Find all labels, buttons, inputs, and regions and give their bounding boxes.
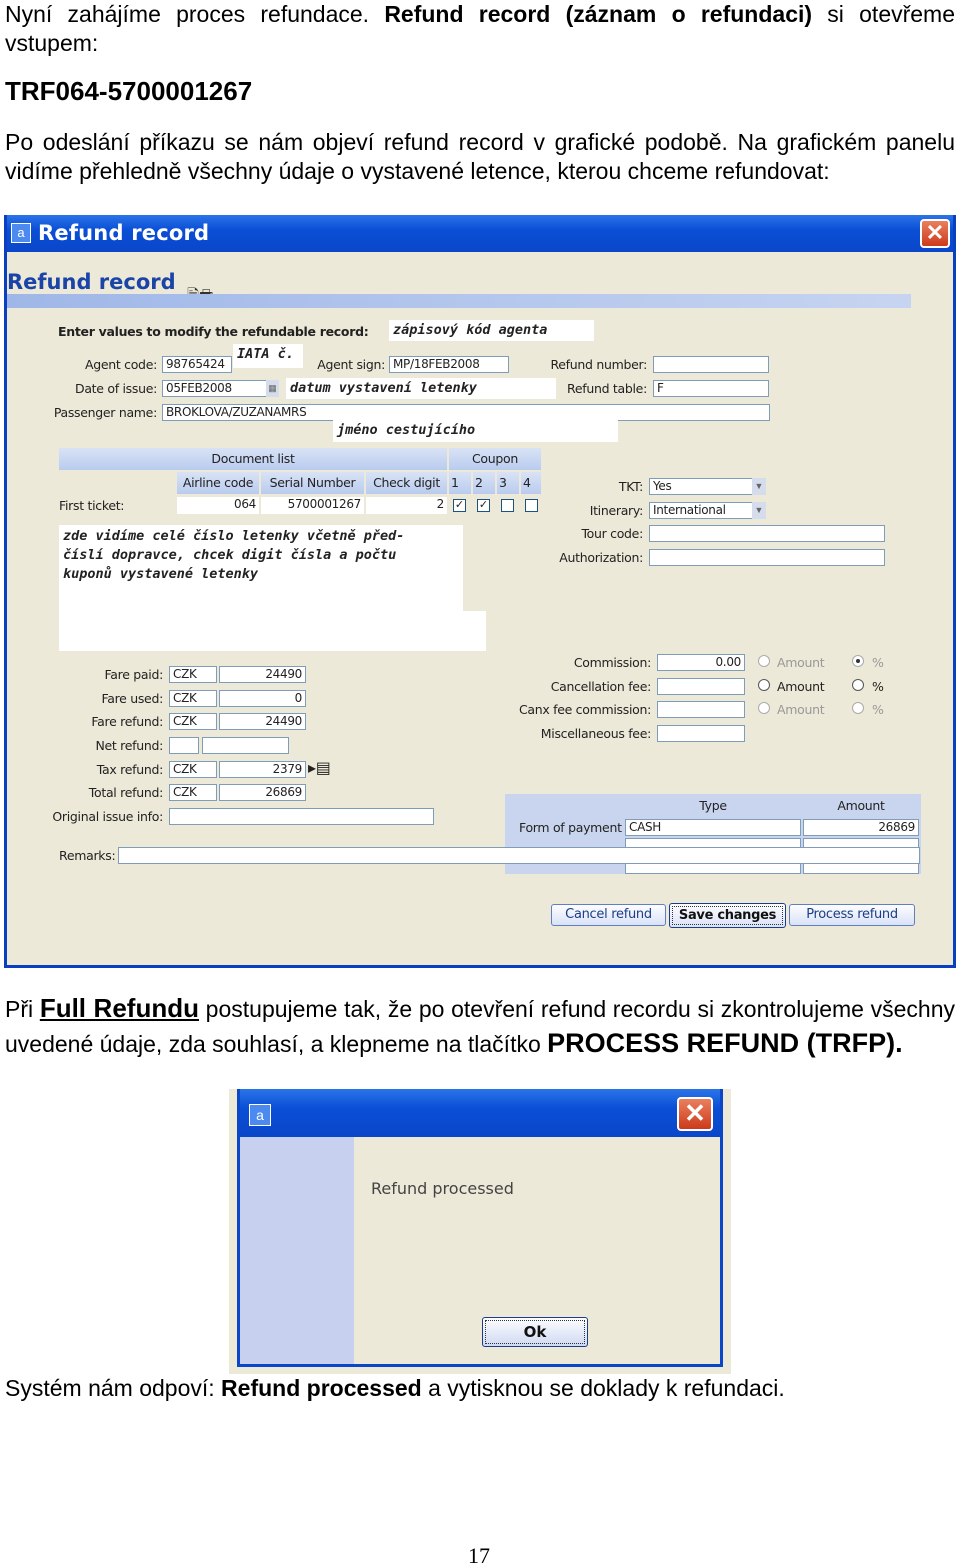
canx-percent-label: % [872,702,884,717]
coupon-header: Coupon [449,448,541,470]
tour-code-field[interactable] [649,525,885,542]
tax-refund-field[interactable]: 2379 [219,761,306,778]
cancellation-percent-radio[interactable] [852,679,864,691]
fare-refund-field[interactable]: 24490 [219,713,306,730]
calendar-icon[interactable]: ▦ [266,380,279,397]
fare-paid-field[interactable]: 24490 [219,666,306,683]
refund-processed-dialog [229,1089,731,1374]
check-digit-header: Check digit [366,472,447,494]
payment-type-cell[interactable]: CASH [625,819,801,836]
form-of-payment-label: Form of payment [519,820,622,835]
commission-field[interactable]: 0.00 [657,654,745,671]
fare-paid-currency[interactable]: CZK [169,666,217,683]
refund-number-field[interactable] [653,356,769,373]
agent-sign-field[interactable]: MP/18FEB2008 [389,356,509,373]
close-icon[interactable]: ✕ [677,1097,713,1131]
chevron-down-icon[interactable]: ▼ [752,478,766,495]
itinerary-label: Itinerary: [589,503,643,518]
coupon-4-header: 4 [521,472,541,494]
cancel-refund-button[interactable]: Cancel refund [551,904,666,926]
check-digit-cell[interactable]: 2 [366,497,447,514]
full-refund-link[interactable]: Full Refundu [39,993,199,1023]
agent-sign-label: Agent sign: [317,357,385,372]
agent-code-field[interactable]: 98765424 [162,356,232,373]
original-issue-field[interactable] [169,808,434,825]
tour-code-label: Tour code: [581,526,643,541]
serial-number-cell[interactable]: 5700001267 [261,497,364,514]
window-title: Refund record [38,221,210,245]
note-date: datum vystavení letenky [286,378,556,399]
dialog-titlebar [240,1089,720,1137]
coupon-3-header: 3 [497,472,519,494]
tax-refund-currency[interactable]: CZK [169,761,217,778]
note-iata: IATA č. [233,344,303,368]
commission-percent-label: % [872,655,884,670]
note-ticket: zde vidíme celé číslo letenky včetně před- číslí dopravce, chcek digit čísla a počtu kuponů vystavené letenky [59,525,463,611]
date-of-issue-field[interactable]: 05FEB2008 [162,380,267,397]
cancellation-amount-label: Amount [777,679,825,694]
page-number: 17 [468,1543,490,1567]
tax-list-icon[interactable]: ▸▤ [308,758,331,777]
note-ticket-tail [59,611,486,651]
cancellation-amount-radio[interactable] [758,679,770,691]
tax-refund-label: Tax refund: [96,762,163,777]
type-header: Type [625,794,801,818]
canx-amount-label: Amount [777,702,825,717]
coupon-2-checkbox[interactable]: ✓ [478,499,489,511]
intro-bold: Refund record (záznam o refundaci) [384,1,813,27]
canx-commission-field[interactable] [657,701,745,718]
net-refund-currency[interactable] [169,737,199,754]
tkt-label: TKT: [618,479,643,494]
note-agent: zápisový kód agenta [389,320,594,341]
process-refund-bold: PROCESS REFUND (TRFP). [547,1028,903,1058]
system-response-paragraph: Systém nám odpoví: Refund processed a vytisknou se doklady k refundaci. [5,1375,785,1401]
net-refund-field[interactable] [202,737,289,754]
refund-processed-bold: Refund processed [221,1375,422,1401]
canx-commission-label: Canx fee commission: [518,702,651,717]
save-changes-button[interactable]: Save changes [669,903,786,928]
misc-fee-label: Miscellaneous fee: [540,726,651,741]
process-refund-button[interactable]: Process refund [789,904,915,926]
refund-table-label: Refund table: [567,381,647,396]
date-of-issue-label: Date of issue: [75,381,157,396]
dialog-frame [237,1089,723,1367]
refund-table-field[interactable]: F [653,380,769,397]
remarks-field[interactable] [118,847,920,864]
commission-label: Commission: [573,655,651,670]
net-refund-label: Net refund: [95,738,163,753]
coupon-4-checkbox[interactable] [525,499,538,512]
heading-bar [7,294,911,308]
refund-record-window [4,215,956,968]
dialog-message: Refund processed [371,1179,514,1198]
refund-record-heading: Refund record [7,270,176,294]
authorization-field[interactable] [649,549,885,566]
passenger-name-label: Passenger name: [53,405,157,420]
commission-amount-radio[interactable] [758,655,770,667]
airline-code-cell[interactable]: 064 [177,497,259,514]
misc-fee-field[interactable] [657,725,745,742]
ok-button[interactable]: Ok [482,1317,588,1347]
airline-code-header: Airline code [177,472,259,494]
tkt-select[interactable]: Yes [649,478,753,495]
fare-paid-label: Fare paid: [104,667,163,682]
remarks-label: Remarks: [59,848,116,863]
payment-amount-cell[interactable]: 26869 [803,819,919,836]
document-list-header: Document list [59,448,447,470]
window-body [7,252,953,965]
total-refund-label: Total refund: [88,785,163,800]
full-refund-paragraph: Při Full Refundu postupujeme tak, že po otevření refund recordu si zkontrolujeme všechny uvedené údaje, zda souhlasí, a klepneme na tlačítko PROCESS REFUND (TRFP). [5,993,956,1058]
amount-header: Amount [803,794,919,818]
chevron-down-icon[interactable]: ▼ [752,502,766,519]
window-titlebar [7,215,953,252]
canx-percent-radio[interactable] [852,702,864,714]
app-icon: a [11,223,31,243]
coupon-3-checkbox[interactable] [501,499,514,512]
commission-amount-label: Amount [777,655,825,670]
note-passenger: jméno cestujícího [333,420,618,442]
original-issue-label: Original issue info: [52,809,163,824]
cancellation-fee-field[interactable] [657,678,745,695]
command-line: TRF064-5700001267 [5,76,253,106]
fare-used-currency[interactable]: CZK [169,690,217,707]
intro-paragraph: Nyní zahájíme proces refundace. Refund record (záznam o refundaci) si otevřeme vstupem: [5,1,956,56]
coupon-1-header: 1 [449,472,471,494]
serial-number-header: Serial Number [261,472,364,494]
fare-refund-currency[interactable]: CZK [169,713,217,730]
coupon-2-header: 2 [473,472,495,494]
commission-percent-radio[interactable] [852,655,864,667]
passenger-name-field[interactable]: BROKLOVA/ZUZANAMRS [162,404,770,421]
app-icon: a [249,1104,271,1126]
refund-number-label: Refund number: [550,357,647,372]
section-label: Enter values to modify the refundable record: [58,324,369,339]
cancellation-fee-label: Cancellation fee: [550,679,651,694]
canx-amount-radio[interactable] [758,702,770,714]
para-graphic-panel: Po odeslání příkazu se nám objeví refund record v grafické podobě. Na grafickém panelu vidíme přehledně všechny údaje o vystavené letence, kterou chceme refundovat: [5,129,955,184]
total-refund-field[interactable]: 26869 [219,784,306,801]
total-refund-currency[interactable]: CZK [169,784,217,801]
itinerary-select[interactable]: International [649,502,753,519]
authorization-label: Authorization: [559,550,643,565]
cancellation-percent-label: % [872,679,884,694]
close-icon[interactable]: ✕ [920,219,950,248]
first-ticket-label: First ticket: [59,498,125,513]
fare-used-label: Fare used: [101,691,163,706]
dialog-side-panel [240,1137,354,1364]
agent-code-label: Agent code: [84,357,157,372]
fare-refund-label: Fare refund: [91,714,163,729]
coupon-1-checkbox[interactable]: ✓ [454,499,465,511]
fare-used-field[interactable]: 0 [219,690,306,707]
